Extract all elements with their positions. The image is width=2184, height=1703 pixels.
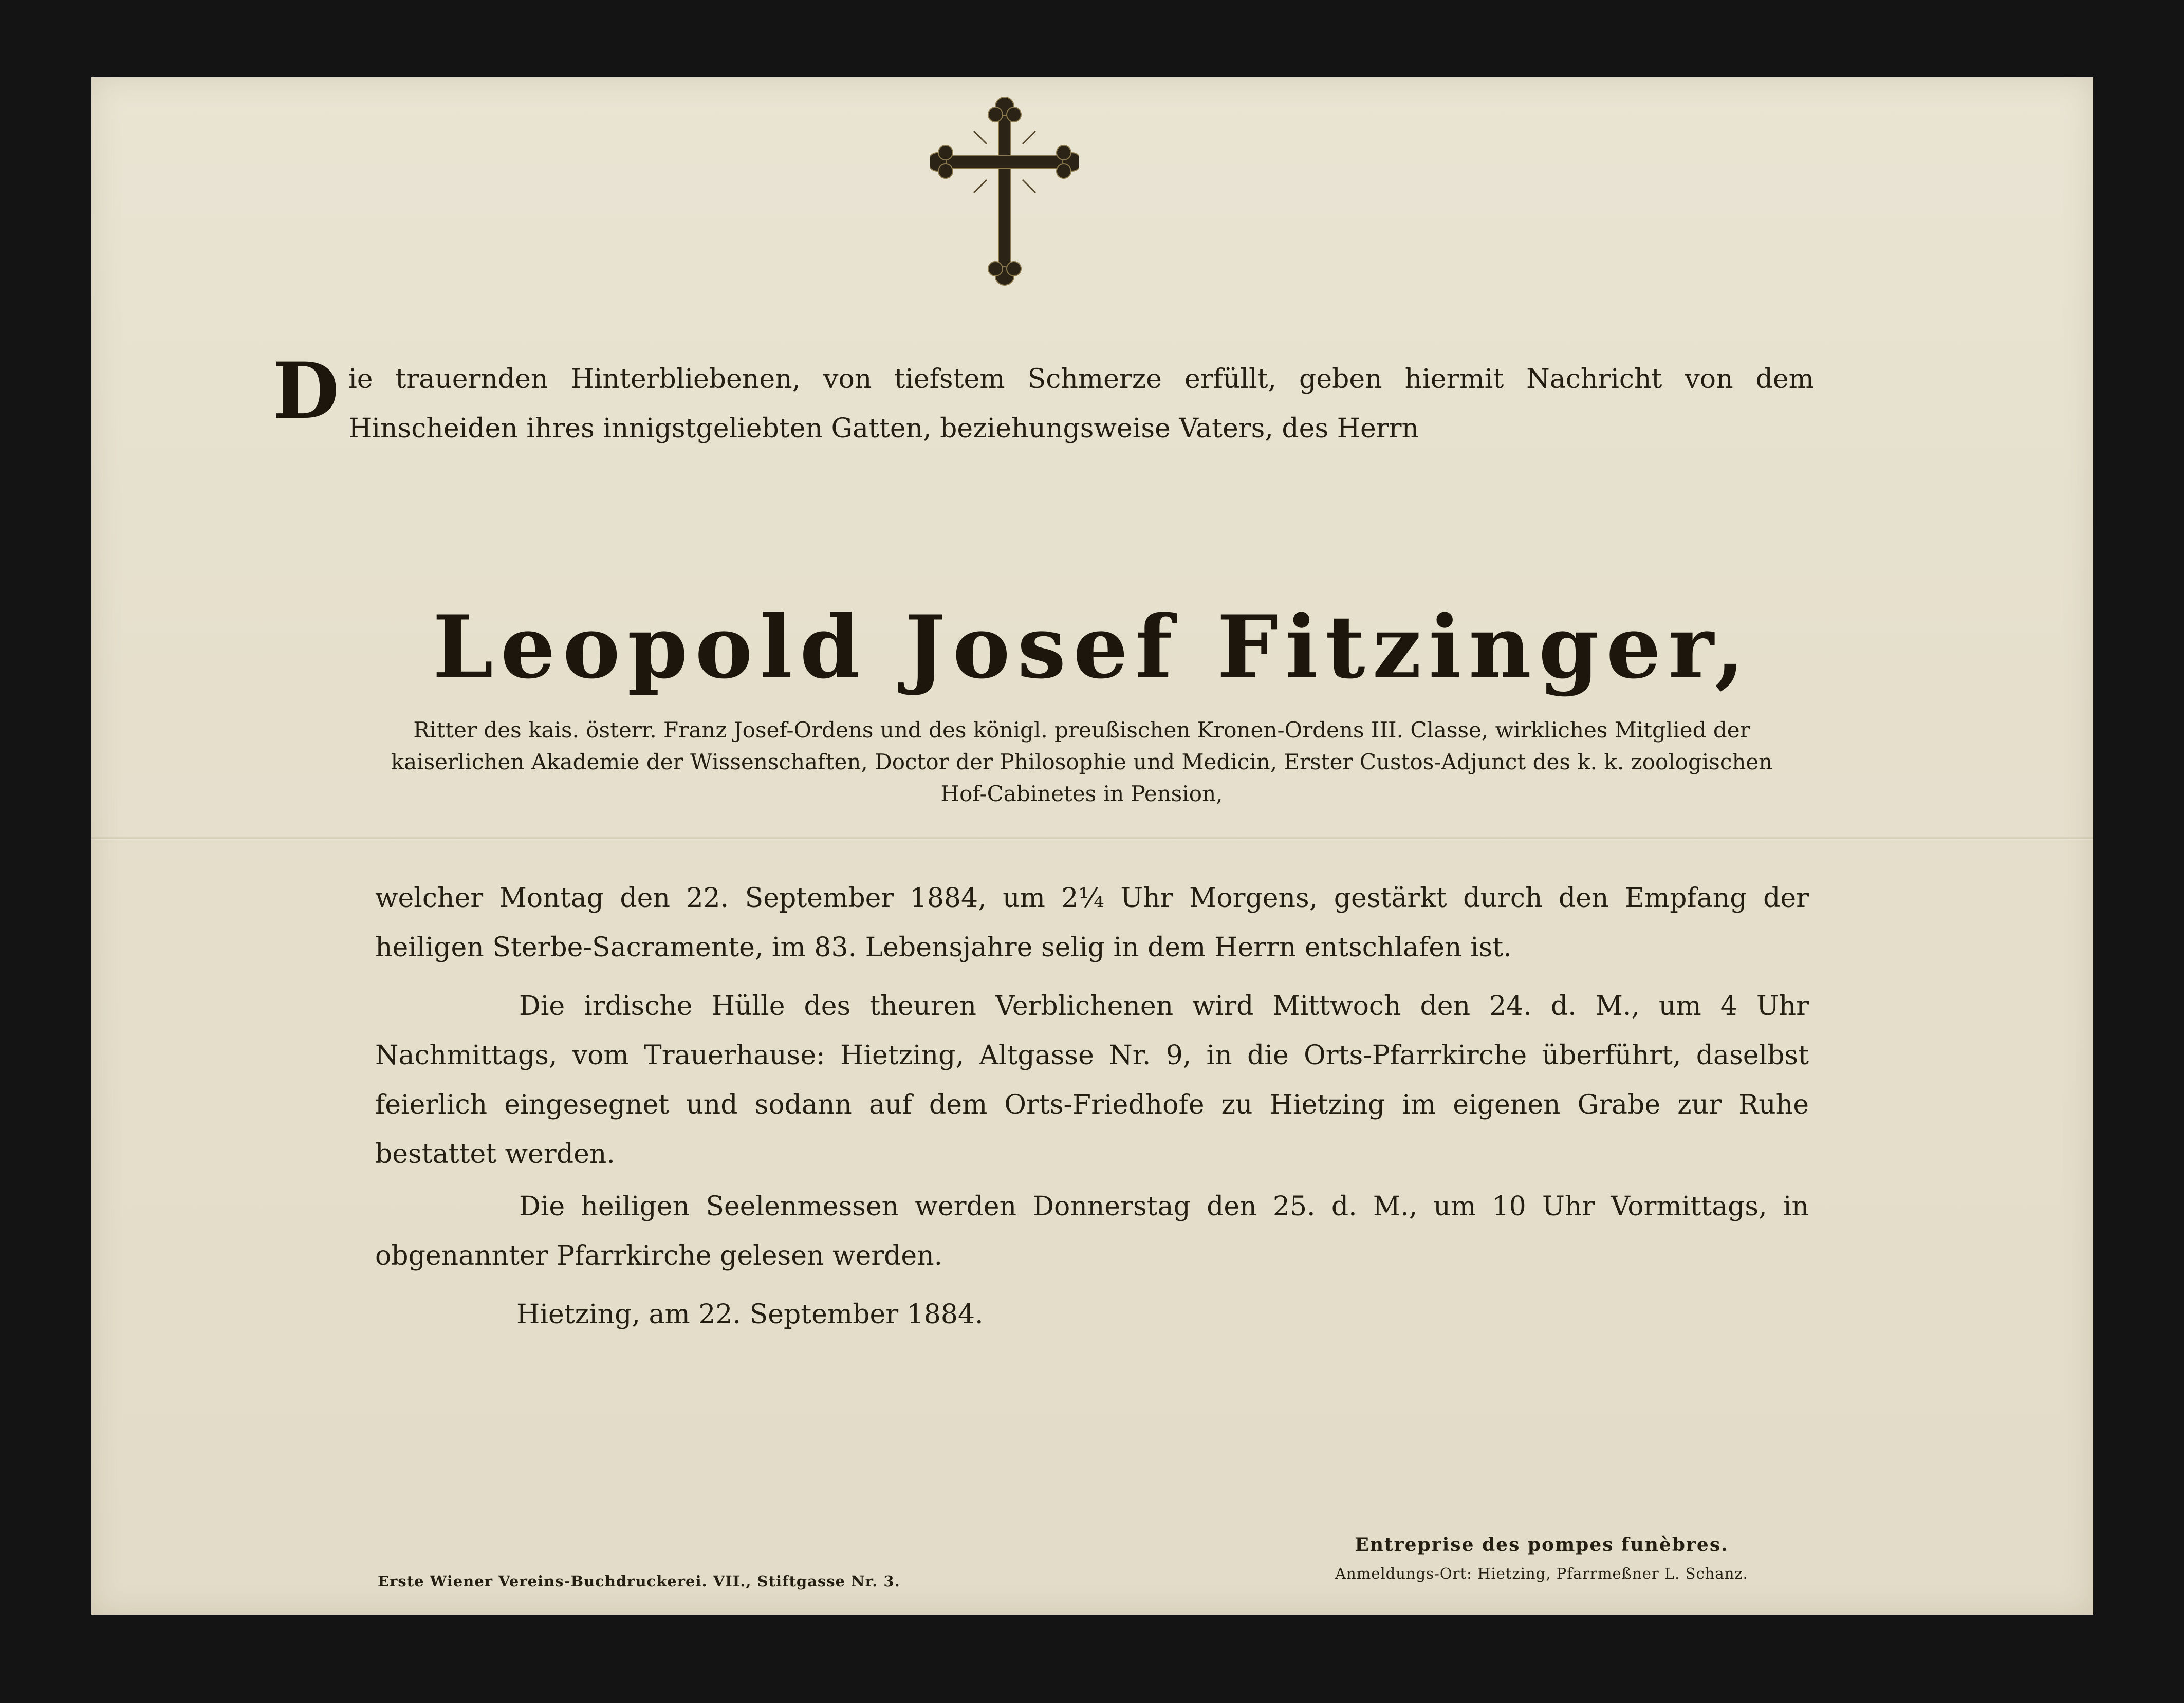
paper-fold-line bbox=[91, 837, 2093, 840]
registration-office: Anmeldungs-Ort: Hietzing, Pfarrmeßner L. Schanz. bbox=[1335, 1565, 1748, 1582]
funeral-paragraph: Die irdische Hülle des theuren Verblichenen wird Mittwoch den 24. d. M., um 4 Uhr Nachmittags, vom Trauerhause: Hietzing, Altgasse Nr. 9, in die Orts-Pfarrkirche überführt, daselbst feierlich eingesegnet und sodann auf dem Orts-Friedhofe zu Hietzing im eigenen Grabe zur Ruhe bestattet werden. bbox=[375, 991, 1809, 1170]
intro-text: ie trauernden Hinterbliebenen, von tiefstem Schmerze erfüllt, geben hiermit Nachricht von dem Hinscheiden ihres innigstgeliebten Gatten, beziehungsweise Vaters, des Herrn bbox=[348, 364, 1814, 444]
intro-paragraph bbox=[272, 346, 1814, 453]
death-paragraph: welcher Montag den 22. September 1884, um 2¼ Uhr Morgens, gestärkt durch den Empfang der heiligen Sterbe-Sacramente, im 83. Lebensjahre selig in dem Herrn entschlafen ist. bbox=[375, 883, 1809, 963]
funeral-company: Entreprise des pompes funèbres. bbox=[1355, 1534, 1729, 1556]
drop-cap: D bbox=[272, 346, 340, 436]
mass-paragraph: Die heiligen Seelenmessen werden Donnerstag den 25. d. M., um 10 Uhr Vormittags, in obgenannter Pfarrkirche gelesen werden. bbox=[375, 1191, 1809, 1271]
printer-imprint: Erste Wiener Vereins-Buchdruckerei. VII., Stiftgasse Nr. 3. bbox=[378, 1572, 900, 1590]
death-notice-sheet bbox=[91, 77, 2093, 1615]
place-date: Hietzing, am 22. September 1884. bbox=[516, 1299, 984, 1330]
cross-icon bbox=[930, 95, 1079, 290]
deceased-titles: Ritter des kais. österr. Franz Josef-Ordens und des königl. preußischen Kronen-Ordens III. Classe, wirkliches Mitglied der kaiserlichen Akademie der Wissenschaften, Doctor der Philosophie und Medicin, Erster Custos-Adjunct des k. k. zoologischen Hof-Cabinetes in Pension, bbox=[391, 717, 1773, 806]
deceased-name: Leopold Josef Fitzinger, bbox=[432, 596, 1752, 698]
